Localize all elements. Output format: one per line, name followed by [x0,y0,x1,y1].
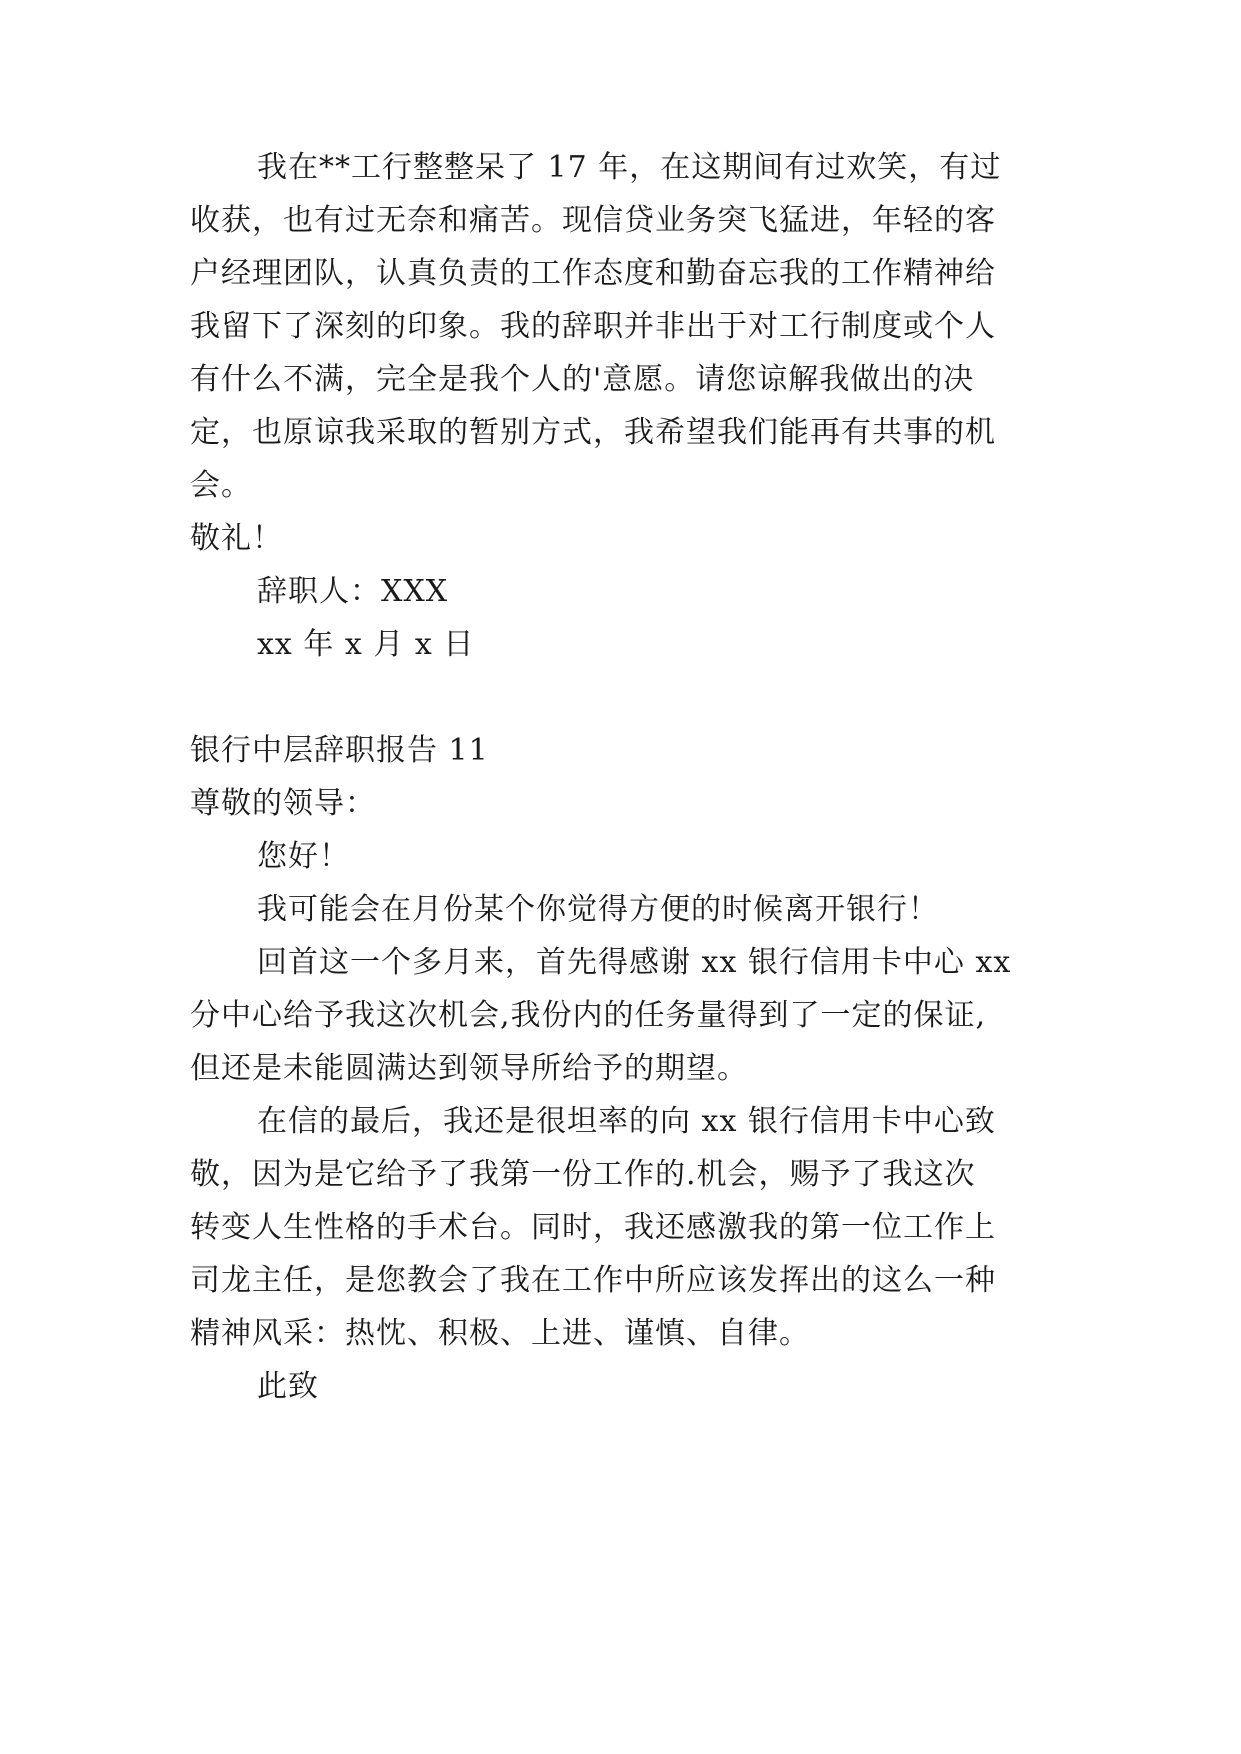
paragraph-line: 我留下了深刻的印象。我的辞职并非出于对工行制度或个人 [190,309,996,344]
paragraph-line: 精神风采：热忱、积极、上进、谨慎、自律。 [190,1316,810,1351]
closing-regards: 敬礼！ [190,521,283,556]
paragraph-line: 我在**工行整整呆了 17 年，在这期间有过欢笑，有过 [257,150,1002,185]
closing-phrase: 此致 [257,1369,319,1404]
paragraph-line: 但还是未能圆满达到领导所给予的期望。 [190,1051,748,1086]
paragraph-line: 我可能会在月份某个你觉得方便的时候离开银行！ [257,892,939,927]
salutation: 尊敬的领导： [190,786,376,821]
greeting: 您好！ [257,839,350,874]
paragraph-line: 分中心给予我这次机会,我份内的任务量得到了一定的保证, [190,998,987,1033]
paragraph-line: 敬，因为是它给予了我第一份工作的.机会，赐予了我这次 [190,1157,976,1192]
signer: 辞职人：XXX [257,574,449,609]
section-title: 银行中层辞职报告 11 [190,733,489,768]
paragraph-line: 会。 [190,468,252,503]
paragraph-line: 在信的最后，我还是很坦率的向 xx 银行信用卡中心致 [257,1104,996,1139]
paragraph-line: 收获，也有过无奈和痛苦。现信贷业务突飞猛进，年轻的客 [190,203,996,238]
paragraph-line: 司龙主任，是您教会了我在工作中所应该发挥出的这么一种 [190,1263,996,1298]
paragraph-line: 回首这一个多月来，首先得感谢 xx 银行信用卡中心 xx [257,945,1012,980]
paragraph-line: 转变人生性格的手术台。同时，我还感激我的第一位工作上 [190,1210,996,1245]
paragraph-line: 户经理团队，认真负责的工作态度和勤奋忘我的工作精神给 [190,256,996,291]
paragraph-line: 有什么不满，完全是我个人的'意愿。请您谅解我做出的决 [190,362,975,397]
date-line: xx 年 x 月 x 日 [257,627,475,662]
paragraph-line: 定，也原谅我采取的暂别方式，我希望我们能再有共事的机 [190,415,996,450]
